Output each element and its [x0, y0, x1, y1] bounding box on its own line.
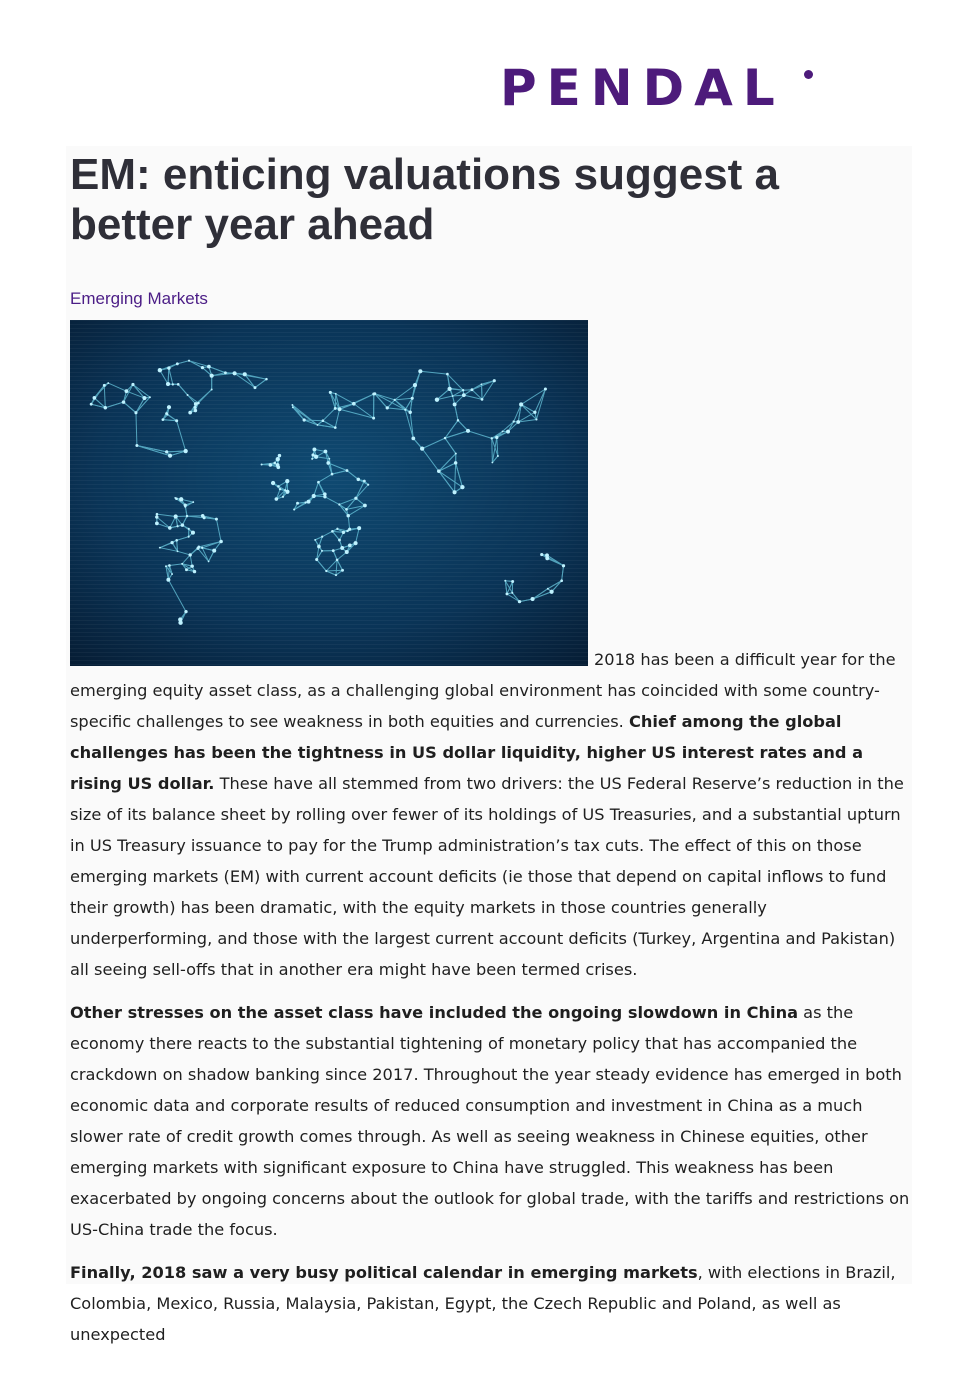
paragraph-3-highlight: Finally, 2018 saw a very busy political calendar in emerging markets [70, 1263, 698, 1282]
africa-node [293, 508, 295, 510]
africa-node [311, 453, 314, 456]
australia-node [506, 592, 509, 595]
asia-node [466, 429, 470, 433]
australia-node [540, 553, 543, 556]
australia-node [511, 592, 513, 594]
asia-node [446, 373, 449, 376]
africa-node [324, 450, 328, 454]
paragraph-3 [70, 1257, 912, 1350]
paragraph-1-text-a: 2018 has been a difficult year for the emerging equity asset class, as a challenging global environment has coincided with some country-specific challenges to see weakness in both equities and currencies. [70, 650, 896, 731]
article-category: Emerging Markets [70, 289, 208, 308]
south-america-node [219, 540, 223, 544]
article-body [70, 644, 912, 1362]
asia-node [519, 402, 523, 406]
north-america-node [93, 396, 97, 400]
south-america-node [191, 531, 195, 535]
europe-node [316, 424, 318, 426]
north-america-node [103, 384, 106, 387]
africa-node [345, 508, 348, 511]
south-america-node [168, 526, 172, 530]
south-america-node [190, 564, 193, 567]
paragraph-1-text-b: These have all stemmed from two drivers: the US Federal Reserve’s reduction in the size of its balance sheet by rolling over fewer of its holdings of US Treasuries, and a substantial upturn in US Treasury issuance to pay for the Trump administration’s tax cuts. The effect of this on those emerging markets (EM) with current account deficits (ie those that depend on capital inflows to fund their growth) has been dramatic, with the equity markets in those countries generally underperforming, and those with the largest current account deficits (Turkey, Argentina and Pakistan) all seeing sell-offs that in another era might have been termed crises. [70, 774, 904, 979]
africa-node [279, 488, 281, 490]
africa-node [338, 539, 341, 542]
north-america-node [188, 360, 190, 362]
asia-node [506, 430, 510, 434]
africa-node [335, 574, 337, 576]
africa-node [331, 473, 334, 476]
south-america-node [156, 513, 159, 516]
asia-node [513, 420, 515, 422]
article-title: EM: enticing valuations suggest a better year ahead [70, 150, 780, 249]
africa-node [331, 530, 334, 533]
south-america-node [155, 522, 159, 526]
south-america-node [170, 541, 173, 544]
paragraph-1-highlight: Chief among the global challenges has been the tightness in US dollar liquidity, higher US interest rates and a rising US dollar. [70, 712, 863, 793]
africa-node [354, 497, 357, 500]
asia-node [462, 393, 466, 397]
south-america-node [175, 539, 178, 542]
africa-node [357, 478, 360, 481]
asia-node [491, 462, 493, 464]
africa-node [277, 485, 280, 488]
logo-dot-icon [804, 70, 813, 79]
africa-node [325, 570, 327, 572]
north-america-node [131, 383, 134, 386]
south-america-node [155, 515, 158, 518]
asia-node [535, 418, 537, 420]
asia-node [435, 397, 439, 401]
world-network-map-image [70, 320, 588, 666]
asia-node [411, 436, 415, 440]
africa-node [340, 546, 344, 550]
asia-node [452, 395, 454, 397]
africa-node [345, 550, 349, 554]
australia-node [560, 579, 563, 582]
asia-node [481, 398, 484, 401]
south-america-node [188, 536, 190, 538]
south-america-node [203, 516, 206, 519]
europe-node [352, 402, 356, 406]
europe-node [292, 406, 294, 408]
north-america-node [172, 383, 174, 385]
north-america-node [194, 402, 198, 406]
africa-node [326, 461, 330, 465]
africa-node [363, 480, 366, 483]
north-america-node [168, 454, 172, 458]
asia-node [462, 389, 464, 391]
south-america-node [212, 549, 216, 553]
north-america-node [187, 394, 189, 396]
africa-node [357, 526, 361, 530]
south-america-node [197, 545, 200, 548]
north-america-node [197, 402, 200, 405]
north-america-node [167, 405, 171, 409]
africa-node [336, 559, 339, 562]
south-america-node [159, 547, 161, 549]
africa-node [332, 549, 335, 552]
africa-node [336, 528, 338, 530]
africa-node [307, 500, 311, 504]
south-america-node [215, 518, 218, 521]
europe-node [322, 419, 325, 422]
australia-node [518, 600, 521, 603]
north-america-node [224, 371, 227, 374]
north-america-node [125, 389, 129, 393]
asia-node [533, 411, 536, 414]
asia-node [447, 387, 451, 391]
africa-node [276, 463, 280, 467]
south-america-node [177, 550, 179, 552]
north-america-node [175, 419, 178, 422]
north-america-node [158, 368, 162, 372]
south-america-node [192, 501, 194, 503]
asia-node [394, 399, 396, 401]
europe-node [291, 404, 293, 406]
north-america-node [265, 378, 268, 381]
paragraph-1 [70, 644, 912, 985]
south-america-node [201, 547, 203, 549]
australia-node [545, 553, 549, 557]
asia-node [453, 402, 457, 406]
africa-node [271, 481, 275, 485]
paragraph-2-text: as the economy there reacts to the substantial tightening of monetary policy that has accompanied the crackdown on shadow banking since 2017. Throughout the year steady evidence has emerged in both economic data and corporate results of reduced consumption and investment in China as a much slower rate of credit growth comes through. As well as seeing weakness in Chinese equities, other emerging markets with significant exposure to China have struggled. This weakness has been exacerbated by ongoing concerns about the outlook for global trade, with the tariffs and restrictions on US-China trade the focus. [70, 1003, 910, 1239]
asia-node [418, 369, 422, 373]
africa-node [348, 528, 351, 531]
asia-node [404, 409, 406, 411]
australia-node [511, 580, 514, 583]
north-america-node [232, 371, 236, 375]
north-america-node [194, 406, 197, 409]
asia-node [408, 411, 411, 414]
south-america-node [174, 514, 178, 518]
africa-node [287, 480, 289, 482]
north-america-node [149, 396, 151, 398]
south-america-node [189, 553, 192, 556]
asia-node [502, 430, 504, 432]
south-america-node [168, 564, 171, 567]
asia-node [491, 437, 493, 439]
africa-node [269, 463, 273, 467]
asia-node [497, 455, 499, 457]
europe-node [334, 407, 337, 410]
africa-node [275, 497, 279, 501]
africa-node [341, 569, 344, 572]
africa-node [342, 531, 345, 534]
south-america-node [186, 515, 188, 517]
south-america-node [188, 528, 190, 530]
asia-node [453, 490, 457, 494]
africa-node [273, 462, 276, 465]
paragraph-3-text: , with elections in Brazil, Colombia, Mexico, Russia, Malaysia, Pakistan, Egypt, the Czech Republic and Poland, as well as unexpected [70, 1263, 896, 1344]
asia-node [481, 383, 483, 385]
south-america-node [165, 565, 167, 567]
australia-node [531, 597, 535, 601]
africa-node [278, 454, 281, 457]
africa-node [321, 550, 323, 552]
africa-node [354, 541, 358, 545]
south-america-node [178, 617, 182, 621]
north-america-node [210, 374, 214, 378]
asia-node [386, 406, 389, 409]
europe-node [303, 418, 306, 421]
africa-node [312, 494, 316, 498]
north-america-node [90, 403, 93, 406]
asia-node [413, 383, 417, 387]
africa-node [321, 536, 323, 538]
north-america-node [134, 411, 137, 414]
north-america-node [188, 411, 192, 415]
south-america-node [176, 525, 178, 527]
asia-node [454, 461, 458, 465]
paragraph-2-highlight: Other stresses on the asset class have included the ongoing slowdown in China [70, 1003, 799, 1022]
africa-node [317, 545, 321, 549]
europe-node [372, 417, 375, 420]
australia-node [504, 580, 506, 582]
asia-node [373, 392, 376, 395]
africa-node [328, 458, 330, 460]
asia-node [420, 447, 424, 451]
north-america-node [104, 406, 107, 409]
africa-node [285, 490, 289, 494]
north-america-node [194, 409, 198, 413]
africa-node [315, 558, 318, 561]
north-america-node [167, 366, 170, 369]
australia-node [547, 588, 549, 590]
north-america-node [142, 396, 146, 400]
africa-node [323, 492, 327, 496]
asia-node [457, 419, 459, 421]
africa-node [312, 447, 316, 451]
europe-node [338, 407, 342, 411]
south-america-node [184, 506, 186, 508]
pendal-logo [500, 59, 820, 117]
south-america-node [171, 573, 173, 575]
north-america-node [243, 372, 247, 376]
north-america-node [211, 388, 213, 390]
africa-node [311, 458, 313, 460]
asia-node [495, 436, 498, 439]
south-america-node [208, 561, 210, 563]
asia-node [544, 387, 547, 390]
south-america-node [185, 568, 188, 571]
africa-node [363, 504, 367, 508]
africa-node [282, 496, 284, 498]
article-container [66, 146, 912, 1344]
north-america-node [107, 382, 109, 384]
asia-node [411, 397, 414, 400]
north-america-node [165, 450, 168, 453]
logo-wordmark: PENDAL [500, 59, 785, 117]
north-america-node [165, 412, 168, 415]
north-america-node [177, 383, 180, 386]
africa-node [346, 514, 349, 517]
africa-node [367, 484, 369, 486]
asia-node [516, 420, 520, 424]
south-america-node [181, 563, 183, 565]
europe-node [334, 426, 337, 429]
asia-node [455, 453, 457, 455]
africa-node [338, 503, 340, 505]
africa-node [346, 469, 349, 472]
north-america-node [135, 444, 138, 447]
south-america-node [184, 610, 187, 613]
asia-node [437, 469, 441, 473]
africa-node [261, 463, 263, 465]
south-america-node [179, 497, 183, 501]
north-america-node [253, 386, 256, 389]
north-america-node [162, 418, 165, 421]
south-america-node [166, 578, 170, 582]
australia-node [550, 590, 554, 594]
north-america-node [207, 365, 211, 369]
asia-node [444, 437, 446, 439]
africa-node [276, 457, 280, 461]
africa-node [304, 501, 306, 503]
paragraph-2 [70, 997, 912, 1245]
north-america-node [201, 366, 204, 369]
north-america-node [176, 362, 179, 365]
australia-node [562, 564, 565, 567]
africa-node [314, 539, 316, 541]
europe-node [335, 393, 337, 395]
africa-node [317, 481, 320, 484]
africa-node [348, 544, 352, 548]
asia-node [471, 388, 474, 391]
south-america-node [175, 497, 178, 500]
asia-node [493, 379, 496, 382]
south-america-node [193, 570, 196, 573]
north-america-node [166, 382, 170, 386]
north-america-node [122, 400, 126, 404]
north-america-node [184, 449, 188, 453]
south-america-node [181, 523, 185, 527]
africa-node [296, 502, 299, 505]
europe-node [329, 391, 332, 394]
asia-node [460, 485, 464, 489]
